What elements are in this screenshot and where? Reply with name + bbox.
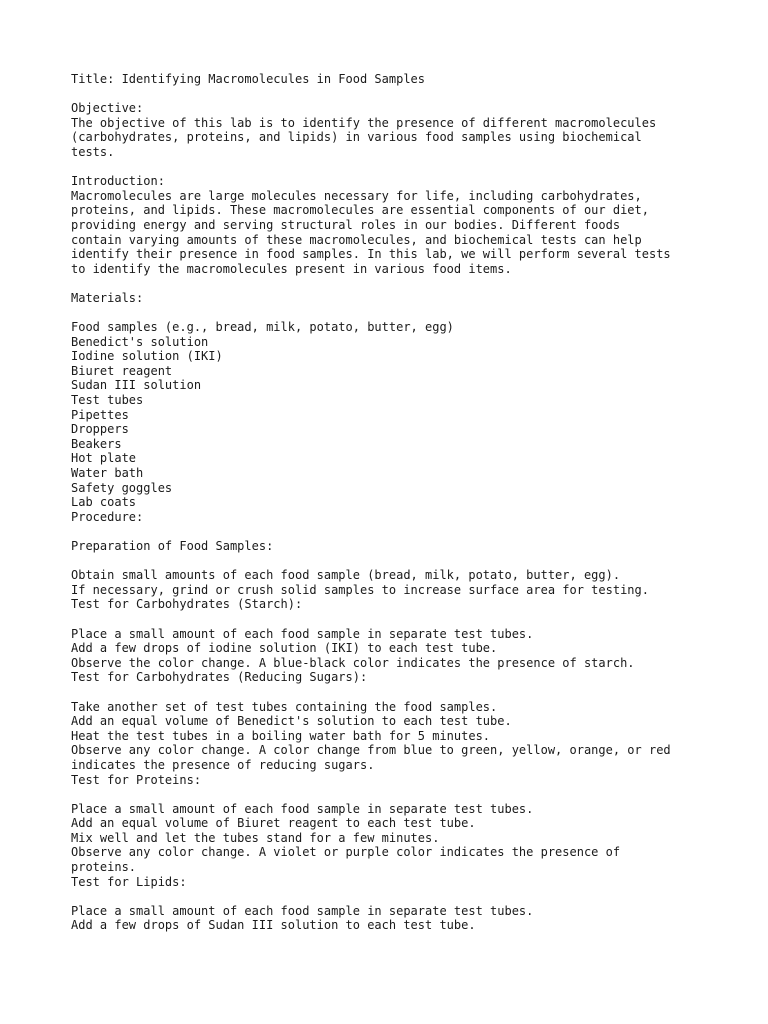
text-line: proteins. [71,860,137,875]
text-line: identify their presence in food samples. In this lab, we will perform several tests [71,247,671,262]
text-line: Test for Proteins: [71,772,202,787]
text-line: Pipettes [71,407,129,422]
text-line: Observe the color change. A blue-black color indicates the presence of starch. [71,655,635,670]
text-line: Materials: [71,290,144,305]
text-line: Obtain small amounts of each food sample (bread, milk, potato, butter, egg). [71,568,621,583]
text-line [71,524,731,539]
text-line [71,787,731,802]
text-line: Hot plate [71,451,137,466]
text-line: Test for Carbohydrates (Reducing Sugars): [71,670,368,685]
text-line: indicates the presence of reducing sugars. [71,757,375,772]
text-line: Mix well and let the tubes stand for a few minutes. [71,830,440,845]
text-line: Objective: [71,101,144,116]
text-line: Test tubes [71,393,144,408]
text-line: Macromolecules are large molecules necessary for life, including carbohydrates, [71,188,642,203]
text-line [71,87,731,102]
text-line: Add a few drops of iodine solution (IKI) to each test tube. [71,641,498,656]
text-line: Observe any color change. A color change from blue to green, yellow, orange, or red [71,743,671,758]
text-line: Biuret reagent [71,363,173,378]
text-line: Place a small amount of each food sample in separate test tubes. [71,626,534,641]
text-line: to identify the macromolecules present in various food items. [71,261,512,276]
text-line: Title: Identifying Macromolecules in Food Samples [71,72,426,86]
text-line [71,554,731,569]
text-line: Procedure: [71,509,144,524]
text-line [71,306,731,321]
text-line [71,276,731,291]
text-line: Safety goggles [71,480,173,495]
text-line [71,160,731,175]
text-line: Add an equal volume of Biuret reagent to each test tube. [71,816,476,831]
text-line [71,612,731,627]
document-body [71,72,731,933]
text-line: Lab coats [71,495,137,510]
text-line [71,685,731,700]
text-line: Benedict's solution [71,334,209,349]
text-line: providing energy and serving structural roles in our bodies. Different foods [71,217,621,232]
text-line [71,889,731,904]
text-line: tests. [71,144,115,159]
text-line: Sudan III solution [71,378,202,393]
text-line: Droppers [71,422,129,437]
text-line: Test for Carbohydrates (Starch): [71,597,303,612]
text-line: If necessary, grind or crush solid samples to increase surface area for testing. [71,582,649,597]
text-line: contain varying amounts of these macromolecules, and biochemical tests can help [71,232,642,247]
text-line: The objective of this lab is to identify the presence of different macromolecules [71,115,657,130]
text-line: proteins, and lipids. These macromolecules are essential components of our diet, [71,203,649,218]
text-line: Add a few drops of Sudan III solution to each test tube. [71,918,476,933]
text-line: Iodine solution (IKI) [71,349,223,364]
text-line: Introduction: [71,174,165,189]
text-line: (carbohydrates, proteins, and lipids) in various food samples using biochemical [71,130,642,145]
text-line: Water bath [71,466,144,481]
text-line: Take another set of test tubes containing the food samples. [71,699,498,714]
text-line: Heat the test tubes in a boiling water bath for 5 minutes. [71,728,491,743]
text-line: Place a small amount of each food sample in separate test tubes. [71,903,534,918]
text-line: Test for Lipids: [71,874,187,889]
text-line: Beakers [71,436,122,451]
text-line: Preparation of Food Samples: [71,539,274,553]
text-line: Add an equal volume of Benedict's solution to each test tube. [71,714,512,729]
text-line: Food samples (e.g., bread, milk, potato, butter, egg) [71,320,454,335]
text-line: Observe any color change. A violet or purple color indicates the presence of [71,845,621,860]
text-line: Place a small amount of each food sample in separate test tubes. [71,801,534,816]
